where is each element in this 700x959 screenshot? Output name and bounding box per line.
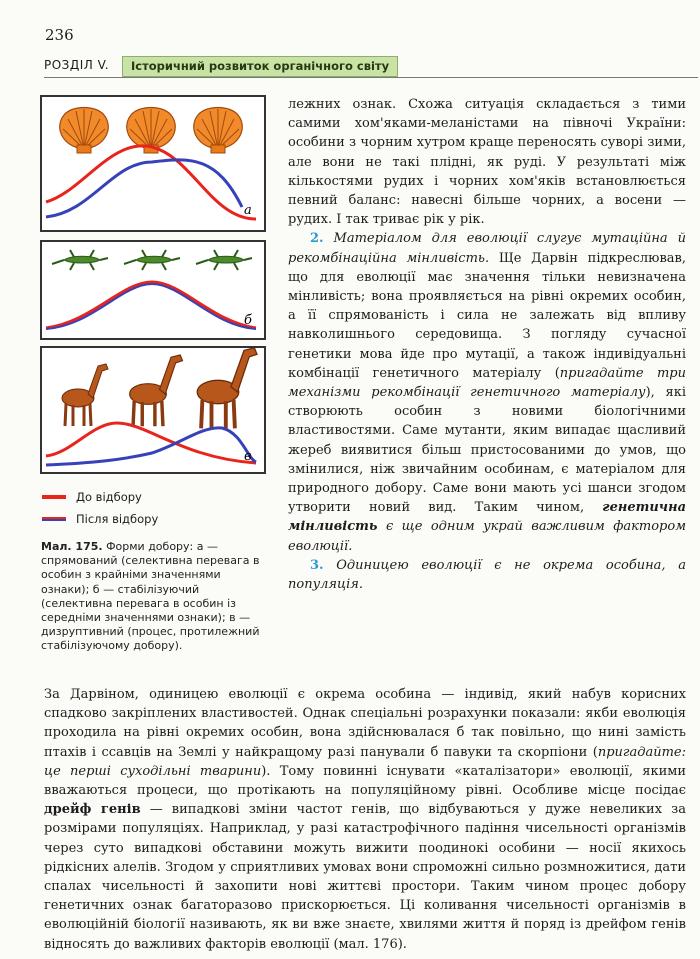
panel-v-label: в [244, 449, 252, 464]
legend-before-swatch [42, 495, 66, 499]
lizard-icon [196, 250, 252, 270]
paragraph-3-start [288, 556, 686, 594]
chapter-header [44, 56, 698, 78]
paragraph-3-hint: пригадайте: це перші суходільні тварини [44, 744, 686, 779]
panel-a-label: а [244, 203, 252, 218]
figure-panel-b [40, 240, 266, 340]
figure-legend [42, 486, 158, 530]
paragraph-2-thesis: Матеріалом для еволюції слугує мутаційна й рекомбінаційна мінливість. [288, 231, 686, 266]
figure-panel-a [40, 95, 266, 232]
paragraph-2-number: 2. [310, 231, 324, 247]
caption-label: Мал. 175. [41, 540, 103, 553]
caption-text: Форми добору: а — спрямований (селективна перевага в особин з крайніми значеннями ознаки); б — стабілізуючий (селективна перевага в особин із середніми значеннями ознаки); в — дизруптивний (процес, протилежний стабілізуючому добору). [41, 540, 260, 653]
legend-after [42, 508, 158, 530]
legend-before [42, 486, 158, 508]
legend-after-label: Після відбору [76, 512, 159, 526]
page-number: 236 [45, 26, 74, 44]
chapter-title: Історичний розвиток органічного світу [122, 56, 398, 77]
term-genetic-variability: генетична мінливість [288, 500, 686, 535]
header-rule [44, 77, 698, 78]
right-column-text [288, 95, 686, 594]
paragraph-3: За Дарвіном, одиницею еволюції є окрема особина — індивід, який набув корисних спадково закріплених властивостей. Однак спеціальні розрахунки показали: якби еволюція проходила на рівні окремих особин, вона здійснювалася б так повільно, що нині замість птахів і ссавців на Землі у найкращому разі панували б павуки та скорпіони (пригадайте: це перші суходільні тварини). Тому повинні існувати «каталізатори» еволюції, якими вважаються процеси, що протікають на популяційному рівні. Особливе місце посідає дрейф генів — випадкові зміни частот генів, що відбуваються у дуже невеликих за розмірами популяціях. Наприклад, у разі катастрофічного падіння чисельності організмів через суто випадкові обставини можуть вижити поодинокі особини — носії якихось рідкісних алелів. Згодом у сприятливих умовах вони спроможні сильно розмножитися, дати спалах чисельності й захопити нові життєві простори. Таким чином процес добору генетичних ознак багаторазово прискорюється. Ці коливання чисельності організмів в еволюційній біології називають, як ви вже знаєте, хвилями життя й поряд із дрейфом генів відносять до важливих факторів еволюції (мал. 176). [44, 687, 687, 952]
shell-icon [60, 108, 109, 154]
full-width-text [44, 685, 686, 954]
lizard-icon [52, 250, 108, 270]
legend-after-swatch [42, 517, 66, 521]
legend-before-label: До відбору [76, 490, 142, 504]
lizard-icon [124, 250, 180, 270]
paragraph-2-hint: пригадайте три механізми рекомбінації генетичного матеріалу [288, 365, 686, 401]
paragraph-3-thesis: Одиницею еволюції є не окрема особина, а популяція. [288, 557, 686, 593]
before-curve [46, 146, 256, 219]
term-gene-drift: дрейф генів [44, 802, 141, 818]
giraffe-tall-icon [197, 348, 257, 428]
paragraph-3-number: 3. [310, 557, 324, 573]
after-curve [46, 160, 242, 217]
paragraph-1: лежних ознак. Схожа ситуація складається з тими самими хом'яками-меланістами на півночі України: особини з чорним хутром краще переносять суворі зими, але вони не такі плідні, як руді. У результаті між кількостями рудих і чорних хом'яків встановлюється певний баланс: навесні більше чорних, а восени — рудих. І так триває рік у рік. [288, 97, 686, 228]
after-curve [46, 284, 256, 329]
section-label: РОЗДІЛ V. [44, 58, 110, 72]
figure-caption [41, 540, 267, 654]
paragraph-2: 2. Матеріалом для еволюції слугує мутаційна й рекомбінаційна мінливість. Ще Дарвін підкреслював, що для еволюції має значення тільки невизначена мінливість; вона проявляється на рівні окремих особин, а її спрямованість і сила не залежать від впливу навколишнього середовища. З погляду сучасної генетики мова йде про мутації, а також індивідуальні комбінації генетичного матеріалу (пригадайте три механізми рекомбінації генетичного матеріалу), які створюють особин з новими біологічними властивостями. Саме мутанти, яким випадає щасливий жереб виявитися більш пристосованими до умов, що змінилися, ніж звичайним особинам, є матеріалом для природного добору. Саме вони мають усі шанси згодом утворити новий вид. Таким чином, генетична мінливість є ще одним украй важливим фактором еволюції. [288, 231, 686, 554]
shell-icon [194, 108, 243, 154]
panel-b-label: б [244, 313, 252, 328]
figure-panel-v [40, 346, 266, 474]
giraffe-medium-icon [130, 355, 183, 426]
giraffe-short-icon [62, 364, 108, 426]
